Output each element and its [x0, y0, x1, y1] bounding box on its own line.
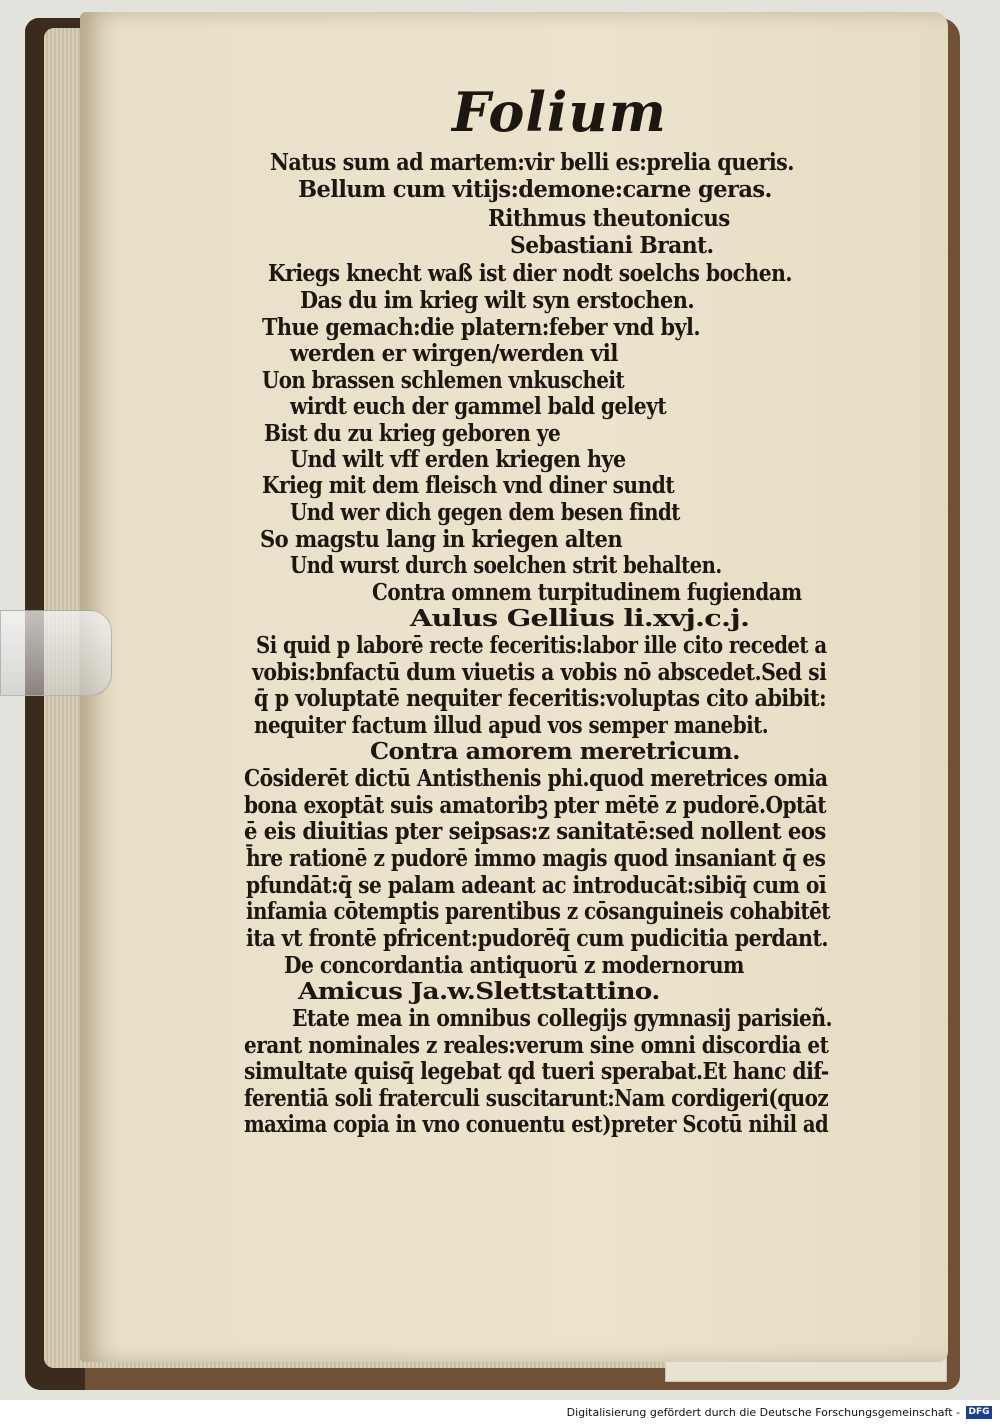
text-line: Das du im krieg wilt syn erstochen. [300, 287, 695, 314]
text-line: De concordantia antiquorū z modernorum [284, 952, 744, 979]
text-line: Etate mea in omnibus collegijs gymnasij parisieñ. [292, 1005, 833, 1032]
text-line: Uon brassen schlemen vnkuscheit [262, 367, 625, 394]
text-line: ita vt frontē pfricent:pudorēq̄ cum pudicitia perdant. [246, 925, 829, 952]
text-line: Bist du zu krieg geboren ye [264, 420, 561, 447]
dfg-logo: DFG [966, 1406, 992, 1419]
text-line: ferentiā soli fraterculi suscitarunt:Nam cordigeri(quoz [244, 1085, 829, 1112]
text-line: Und wurst durch soelchen strit behalten. [290, 552, 722, 579]
text-line: Sebastiani Brant. [510, 232, 714, 259]
text-line: infamia cōtemptis parentibus z cōsanguineis cohabitēt [246, 898, 830, 925]
footer-bar [0, 1400, 1000, 1425]
text-line: Aulus Gellius li.xvj.c.j. [410, 605, 750, 632]
page-title: Folium [452, 80, 667, 144]
text-line: Rithmus theutonicus [488, 205, 730, 232]
text-line: vobis:bnfactū dum viuetis a vobis nō abscedet.Sed si [252, 659, 827, 686]
text-line: h̄re rationē z pudorē immo magis quod insaniant q̄ es [246, 845, 826, 872]
text-line: ē eis diuitias pter seipsas:z sanitatē:sed nollent eos [244, 818, 826, 845]
text-line: Und wilt vff erden kriegen hye [290, 446, 626, 473]
text-line: maxima copia in vno conuentu est)preter Scotū nihil ad [244, 1111, 829, 1138]
text-line: wirdt euch der gammel bald geleyt [290, 393, 667, 420]
text-line: Bellum cum vitijs:demone:carne geras. [298, 176, 772, 203]
text-line: Contra omnem turpitudinem fugiendam [372, 579, 802, 606]
text-line: Amicus Ja.w.Slettstattino. [298, 978, 660, 1005]
text-line: Und wer dich gegen dem besen findt [290, 499, 680, 526]
text-line: So magstu lang in kriegen alten [260, 526, 623, 553]
plastic-page-clip [0, 610, 112, 696]
footer-credit: Digitalisierung gefördert durch die Deutsche Forschungsgemeinschaft - [566, 1406, 960, 1419]
text-line: werden er wirgen/werden vil [290, 340, 618, 367]
text-line: bona exoptāt suis amatoribꝫ pter mētē z pudorē.Optāt [244, 792, 827, 819]
text-line: pfundāt:q̄ se palam adeant ac introducāt:sibiq̄ cum oī [246, 872, 827, 899]
text-line: Thue gemach:die platern:feber vnd byl. [262, 314, 701, 341]
text-line: erant nominales z reales:verum sine omni discordia et [244, 1032, 829, 1059]
text-line: Si quid p laborē recte feceritis:labor ille cito recedet a [256, 632, 827, 659]
text-line: simultate quisq̄ legebat qd tueri sperabat.Et hanc dif- [244, 1058, 829, 1085]
text-line: Contra amorem meretricum. [370, 738, 740, 765]
text-line: Kriegs knecht waß ist dier nodt soelchs bochen. [268, 260, 792, 287]
text-line: q̄ p voluptatē nequiter feceritis:voluptas cito abibit: [254, 685, 827, 712]
text-line: Krieg mit dem fleisch vnd diner sundt [262, 472, 675, 499]
text-line: nequiter factum illud apud vos semper manebit. [254, 712, 769, 739]
text-line: Natus sum ad martem:vir belli es:prelia queris. [270, 149, 794, 176]
text-line: Cōsiderēt dictū Antisthenis phi.quod meretrices omia [244, 765, 828, 792]
